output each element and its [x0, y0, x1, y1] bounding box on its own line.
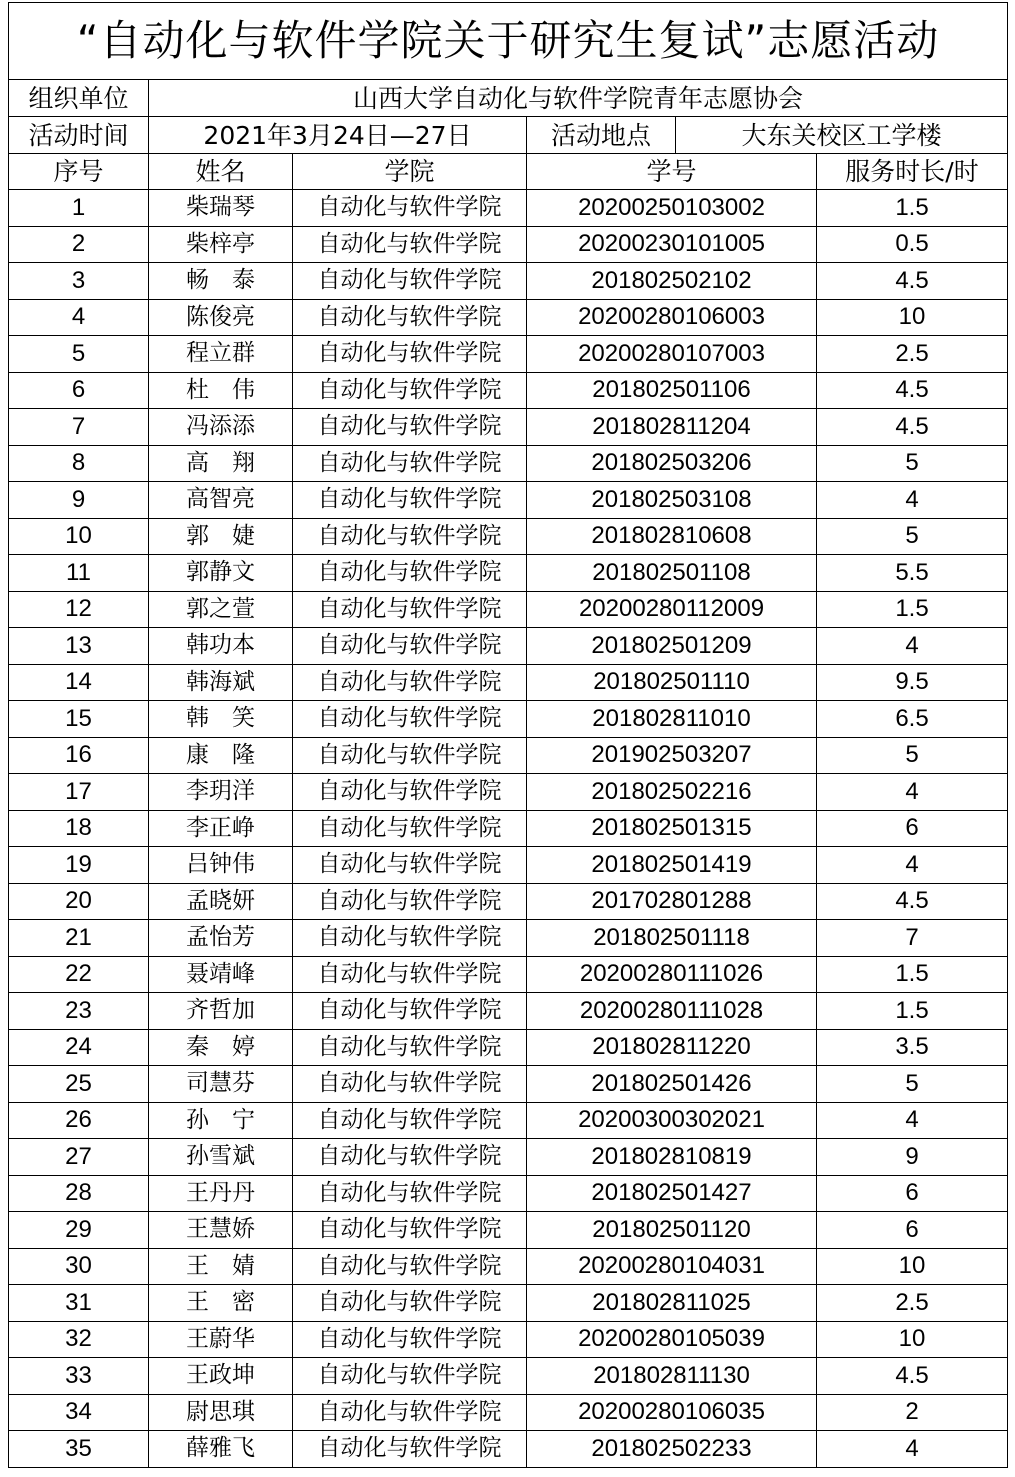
table-row — [9, 664, 1008, 701]
row-student-id: 201802501419 — [527, 847, 817, 884]
table-row — [9, 1139, 1008, 1176]
row-college: 自动化与软件学院 — [293, 956, 527, 993]
row-student-id: 20200280112009 — [527, 591, 817, 628]
row-hours: 5 — [817, 445, 1008, 482]
row-hours: 5 — [817, 737, 1008, 774]
row-college: 自动化与软件学院 — [293, 737, 527, 774]
row-hours: 9.5 — [817, 664, 1008, 701]
row-hours: 1.5 — [817, 591, 1008, 628]
row-index: 4 — [9, 299, 149, 336]
row-college: 自动化与软件学院 — [293, 1212, 527, 1249]
row-hours: 5 — [817, 1066, 1008, 1103]
row-hours: 4 — [817, 1431, 1008, 1468]
row-student-id: 201802501118 — [527, 920, 817, 957]
row-college: 自动化与软件学院 — [293, 1139, 527, 1176]
table-row — [9, 956, 1008, 993]
row-index: 23 — [9, 993, 149, 1030]
row-index: 14 — [9, 664, 149, 701]
row-college: 自动化与软件学院 — [293, 1358, 527, 1395]
row-index: 27 — [9, 1139, 149, 1176]
header-hours: 服务时长/时 — [817, 154, 1008, 190]
row-college: 自动化与软件学院 — [293, 1321, 527, 1358]
row-student-id: 201802811130 — [527, 1358, 817, 1395]
row-index: 5 — [9, 336, 149, 373]
row-college: 自动化与软件学院 — [293, 372, 527, 409]
row-name: 杜 伟 — [149, 372, 293, 409]
row-hours: 10 — [817, 1321, 1008, 1358]
row-index: 19 — [9, 847, 149, 884]
row-name: 司慧芬 — [149, 1066, 293, 1103]
row-name: 郭 婕 — [149, 518, 293, 555]
row-index: 12 — [9, 591, 149, 628]
row-name: 聂靖峰 — [149, 956, 293, 993]
table-row — [9, 1285, 1008, 1322]
row-name: 陈俊亮 — [149, 299, 293, 336]
row-college: 自动化与软件学院 — [293, 1394, 527, 1431]
row-hours: 4.5 — [817, 372, 1008, 409]
row-index: 15 — [9, 701, 149, 738]
row-index: 35 — [9, 1431, 149, 1468]
time-label: 活动时间 — [9, 117, 149, 154]
row-hours: 9 — [817, 1139, 1008, 1176]
row-student-id: 201802501315 — [527, 810, 817, 847]
table-row — [9, 1066, 1008, 1103]
row-hours: 2 — [817, 1394, 1008, 1431]
row-student-id: 201802502216 — [527, 774, 817, 811]
row-index: 7 — [9, 409, 149, 446]
row-hours: 6 — [817, 1175, 1008, 1212]
row-name: 冯添添 — [149, 409, 293, 446]
row-index: 16 — [9, 737, 149, 774]
row-index: 28 — [9, 1175, 149, 1212]
row-college: 自动化与软件学院 — [293, 847, 527, 884]
row-name: 王蔚华 — [149, 1321, 293, 1358]
row-college: 自动化与软件学院 — [293, 409, 527, 446]
row-student-id: 201802503108 — [527, 482, 817, 519]
row-student-id: 201802811010 — [527, 701, 817, 738]
row-index: 33 — [9, 1358, 149, 1395]
table-row — [9, 1321, 1008, 1358]
row-college: 自动化与软件学院 — [293, 701, 527, 738]
row-student-id: 20200280111028 — [527, 993, 817, 1030]
row-college: 自动化与软件学院 — [293, 1431, 527, 1468]
row-name: 孙雪斌 — [149, 1139, 293, 1176]
row-name: 韩 笑 — [149, 701, 293, 738]
row-college: 自动化与软件学院 — [293, 299, 527, 336]
row-name: 畅 泰 — [149, 263, 293, 300]
row-student-id: 201902503207 — [527, 737, 817, 774]
row-name: 王丹丹 — [149, 1175, 293, 1212]
row-college: 自动化与软件学院 — [293, 628, 527, 665]
table-row — [9, 372, 1008, 409]
row-college: 自动化与软件学院 — [293, 518, 527, 555]
row-index: 30 — [9, 1248, 149, 1285]
row-student-id: 201802501426 — [527, 1066, 817, 1103]
row-name: 孟晓妍 — [149, 883, 293, 920]
row-college: 自动化与软件学院 — [293, 1175, 527, 1212]
row-college: 自动化与软件学院 — [293, 664, 527, 701]
row-student-id: 20200280111026 — [527, 956, 817, 993]
row-college: 自动化与软件学院 — [293, 336, 527, 373]
table-row — [9, 847, 1008, 884]
row-hours: 6 — [817, 1212, 1008, 1249]
row-index: 13 — [9, 628, 149, 665]
row-student-id: 201802501209 — [527, 628, 817, 665]
row-name: 郭静文 — [149, 555, 293, 592]
row-index: 32 — [9, 1321, 149, 1358]
row-name: 柴瑞琴 — [149, 190, 293, 227]
row-hours: 5 — [817, 518, 1008, 555]
row-name: 李玥洋 — [149, 774, 293, 811]
row-name: 韩功本 — [149, 628, 293, 665]
row-hours: 1.5 — [817, 190, 1008, 227]
table-row — [9, 1212, 1008, 1249]
table-row — [9, 591, 1008, 628]
row-index: 6 — [9, 372, 149, 409]
row-index: 20 — [9, 883, 149, 920]
volunteer-sheet — [8, 2, 1007, 1468]
row-college: 自动化与软件学院 — [293, 774, 527, 811]
row-student-id: 20200230101005 — [527, 226, 817, 263]
row-student-id: 201802501120 — [527, 1212, 817, 1249]
table-row — [9, 1029, 1008, 1066]
row-student-id: 20200280105039 — [527, 1321, 817, 1358]
row-name: 高 翔 — [149, 445, 293, 482]
row-name: 薛雅飞 — [149, 1431, 293, 1468]
table-row — [9, 1175, 1008, 1212]
row-hours: 4.5 — [817, 883, 1008, 920]
row-index: 3 — [9, 263, 149, 300]
row-name: 吕钟伟 — [149, 847, 293, 884]
row-college: 自动化与软件学院 — [293, 920, 527, 957]
table-row — [9, 1102, 1008, 1139]
row-name: 齐哲加 — [149, 993, 293, 1030]
row-name: 柴梓亭 — [149, 226, 293, 263]
place-value: 大东关校区工学楼 — [676, 117, 1008, 154]
row-college: 自动化与软件学院 — [293, 1029, 527, 1066]
row-college: 自动化与软件学院 — [293, 1102, 527, 1139]
row-hours: 1.5 — [817, 956, 1008, 993]
row-hours: 4.5 — [817, 409, 1008, 446]
row-student-id: 201802501110 — [527, 664, 817, 701]
row-college: 自动化与软件学院 — [293, 1285, 527, 1322]
row-index: 22 — [9, 956, 149, 993]
sheet-title: “自动化与软件学院关于研究生复试”志愿活动 — [9, 3, 1008, 80]
row-hours: 2.5 — [817, 1285, 1008, 1322]
row-college: 自动化与软件学院 — [293, 226, 527, 263]
row-index: 2 — [9, 226, 149, 263]
row-name: 程立群 — [149, 336, 293, 373]
row-college: 自动化与软件学院 — [293, 810, 527, 847]
row-name: 王政坤 — [149, 1358, 293, 1395]
table-row — [9, 409, 1008, 446]
row-hours: 4 — [817, 482, 1008, 519]
row-student-id: 201802811220 — [527, 1029, 817, 1066]
row-college: 自动化与软件学院 — [293, 482, 527, 519]
row-student-id: 20200250103002 — [527, 190, 817, 227]
row-student-id: 20200280106003 — [527, 299, 817, 336]
row-student-id: 201802810819 — [527, 1139, 817, 1176]
header-student-id: 学号 — [527, 154, 817, 190]
row-hours: 6.5 — [817, 701, 1008, 738]
row-student-id: 201802503206 — [527, 445, 817, 482]
row-index: 29 — [9, 1212, 149, 1249]
row-hours: 4 — [817, 847, 1008, 884]
row-student-id: 201702801288 — [527, 883, 817, 920]
volunteer-table — [8, 2, 1008, 1468]
row-college: 自动化与软件学院 — [293, 1066, 527, 1103]
row-student-id: 20200280107003 — [527, 336, 817, 373]
row-student-id: 201802811204 — [527, 409, 817, 446]
row-name: 高智亮 — [149, 482, 293, 519]
row-hours: 7 — [817, 920, 1008, 957]
table-row — [9, 226, 1008, 263]
row-name: 尉思琪 — [149, 1394, 293, 1431]
row-index: 26 — [9, 1102, 149, 1139]
row-student-id: 201802501108 — [527, 555, 817, 592]
row-hours: 10 — [817, 299, 1008, 336]
time-value: 2021年3月24日—27日 — [149, 117, 527, 154]
row-college: 自动化与软件学院 — [293, 993, 527, 1030]
header-row — [9, 154, 1008, 190]
table-row — [9, 701, 1008, 738]
row-student-id: 201802811025 — [527, 1285, 817, 1322]
row-college: 自动化与软件学院 — [293, 1248, 527, 1285]
table-row — [9, 518, 1008, 555]
row-name: 康 隆 — [149, 737, 293, 774]
header-college: 学院 — [293, 154, 527, 190]
row-index: 21 — [9, 920, 149, 957]
row-college: 自动化与软件学院 — [293, 555, 527, 592]
row-college: 自动化与软件学院 — [293, 190, 527, 227]
row-index: 24 — [9, 1029, 149, 1066]
row-college: 自动化与软件学院 — [293, 445, 527, 482]
table-row — [9, 920, 1008, 957]
row-name: 孟怡芳 — [149, 920, 293, 957]
table-row — [9, 299, 1008, 336]
row-name: 郭之萱 — [149, 591, 293, 628]
row-student-id: 201802810608 — [527, 518, 817, 555]
row-index: 25 — [9, 1066, 149, 1103]
row-name: 秦 婷 — [149, 1029, 293, 1066]
table-row — [9, 263, 1008, 300]
row-index: 17 — [9, 774, 149, 811]
row-name: 王 密 — [149, 1285, 293, 1322]
row-index: 11 — [9, 555, 149, 592]
row-student-id: 20200300302021 — [527, 1102, 817, 1139]
row-student-id: 201802502233 — [527, 1431, 817, 1468]
org-label: 组织单位 — [9, 80, 149, 117]
table-row — [9, 555, 1008, 592]
row-index: 1 — [9, 190, 149, 227]
table-row — [9, 1358, 1008, 1395]
table-row — [9, 774, 1008, 811]
row-student-id: 201802501106 — [527, 372, 817, 409]
row-college: 自动化与软件学院 — [293, 883, 527, 920]
row-index: 9 — [9, 482, 149, 519]
row-student-id: 201802501427 — [527, 1175, 817, 1212]
table-row — [9, 883, 1008, 920]
table-row — [9, 1248, 1008, 1285]
row-hours: 6 — [817, 810, 1008, 847]
row-name: 孙 宁 — [149, 1102, 293, 1139]
row-index: 18 — [9, 810, 149, 847]
place-label: 活动地点 — [527, 117, 676, 154]
row-student-id: 20200280106035 — [527, 1394, 817, 1431]
table-row — [9, 482, 1008, 519]
row-student-id: 201802502102 — [527, 263, 817, 300]
header-index: 序号 — [9, 154, 149, 190]
row-hours: 10 — [817, 1248, 1008, 1285]
row-index: 34 — [9, 1394, 149, 1431]
row-hours: 3.5 — [817, 1029, 1008, 1066]
row-index: 31 — [9, 1285, 149, 1322]
row-index: 8 — [9, 445, 149, 482]
row-hours: 1.5 — [817, 993, 1008, 1030]
row-hours: 4 — [817, 1102, 1008, 1139]
table-row — [9, 445, 1008, 482]
table-row — [9, 737, 1008, 774]
row-hours: 2.5 — [817, 336, 1008, 373]
org-value: 山西大学自动化与软件学院青年志愿协会 — [149, 80, 1008, 117]
table-row — [9, 993, 1008, 1030]
header-name: 姓名 — [149, 154, 293, 190]
row-student-id: 20200280104031 — [527, 1248, 817, 1285]
row-name: 李正峥 — [149, 810, 293, 847]
row-hours: 5.5 — [817, 555, 1008, 592]
table-row — [9, 810, 1008, 847]
row-name: 韩海斌 — [149, 664, 293, 701]
row-index: 10 — [9, 518, 149, 555]
table-row — [9, 1394, 1008, 1431]
row-name: 王慧娇 — [149, 1212, 293, 1249]
row-name: 王 婧 — [149, 1248, 293, 1285]
table-row — [9, 190, 1008, 227]
table-row — [9, 628, 1008, 665]
row-hours: 4.5 — [817, 1358, 1008, 1395]
row-hours: 0.5 — [817, 226, 1008, 263]
table-row — [9, 1431, 1008, 1468]
table-row — [9, 336, 1008, 373]
row-college: 自动化与软件学院 — [293, 263, 527, 300]
row-hours: 4.5 — [817, 263, 1008, 300]
row-hours: 4 — [817, 774, 1008, 811]
row-college: 自动化与软件学院 — [293, 591, 527, 628]
row-hours: 4 — [817, 628, 1008, 665]
